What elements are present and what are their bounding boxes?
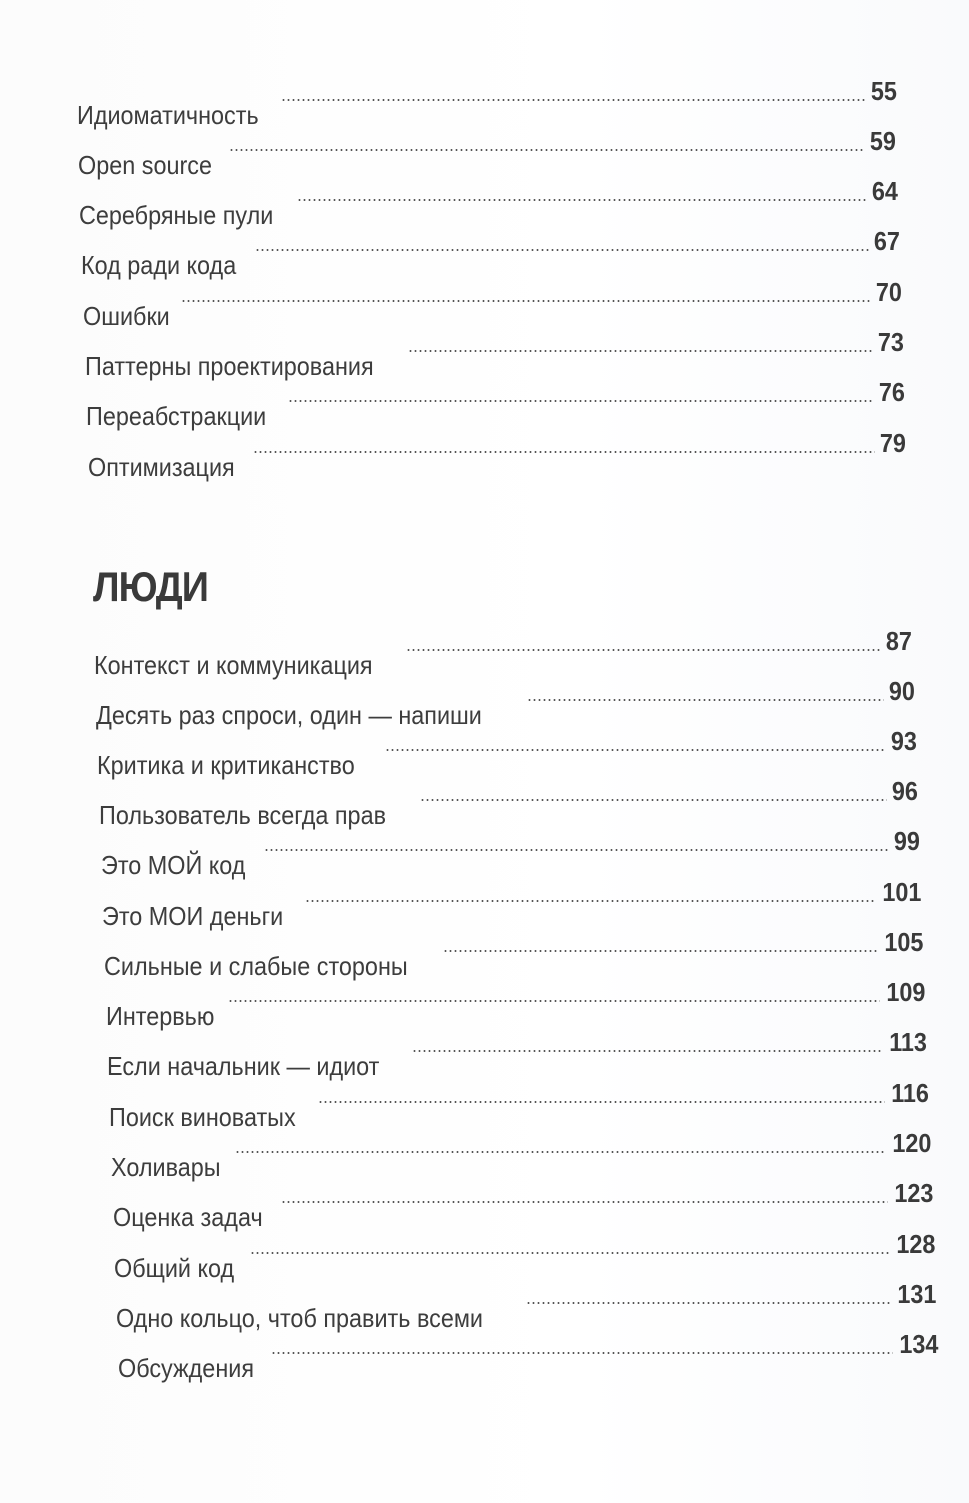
toc-entry-page: 131 bbox=[896, 1279, 936, 1309]
toc-entry-title: Холивары bbox=[111, 1152, 221, 1182]
toc-dot-leader bbox=[235, 1150, 886, 1154]
toc-entry-title: Оценка задач bbox=[113, 1202, 263, 1232]
toc-dot-leader bbox=[527, 698, 884, 702]
toc-entry bbox=[97, 722, 917, 780]
toc-entry-title: Open source bbox=[78, 150, 212, 180]
toc-entry-title: Сильные и слабые стороны bbox=[104, 951, 408, 981]
toc-entry-page: 64 bbox=[871, 176, 898, 206]
toc-entry bbox=[101, 822, 920, 880]
toc-entry bbox=[109, 1074, 929, 1132]
toc-entry-page: 70 bbox=[875, 277, 902, 307]
toc-dot-leader bbox=[443, 949, 877, 953]
toc-entry-title: Переабстракции bbox=[86, 401, 267, 431]
toc-entry-page: 128 bbox=[895, 1229, 935, 1259]
toc-entry-title: Если начальник — идиот bbox=[107, 1051, 380, 1081]
toc-dot-leader bbox=[181, 299, 871, 303]
toc-entry-title: Обсуждения bbox=[118, 1353, 254, 1383]
toc-dot-leader bbox=[288, 399, 874, 403]
toc-entry-title: Ошибки bbox=[83, 301, 170, 331]
toc-entry-title: Критика и критиканство bbox=[97, 750, 355, 780]
toc-entry-title: Интервью bbox=[106, 1001, 215, 1031]
toc-entry-page: 134 bbox=[898, 1329, 938, 1359]
toc-dot-leader bbox=[385, 748, 886, 752]
toc-entry-title: Код ради кода bbox=[81, 250, 237, 280]
toc-entry bbox=[94, 622, 912, 680]
toc-dot-leader bbox=[406, 648, 882, 652]
toc-entry-title: Идиоматичность bbox=[77, 100, 259, 130]
toc-entry bbox=[106, 973, 925, 1031]
toc-entry-page: 99 bbox=[893, 826, 920, 856]
toc-dot-leader bbox=[271, 1351, 893, 1355]
toc-dot-leader bbox=[408, 349, 873, 353]
toc-entry-title: Паттерны проектирования bbox=[85, 351, 374, 381]
toc-dot-leader bbox=[305, 899, 875, 903]
toc-entry-page: 116 bbox=[891, 1078, 929, 1108]
section-heading: ЛЮДИ bbox=[93, 563, 209, 610]
toc-entry-page: 90 bbox=[888, 676, 915, 706]
toc-entry bbox=[77, 72, 897, 130]
toc-entry bbox=[85, 323, 904, 381]
toc-dot-leader bbox=[281, 98, 866, 102]
toc-entry bbox=[102, 873, 921, 931]
toc-entry-page: 67 bbox=[873, 226, 900, 256]
toc-entry bbox=[83, 273, 902, 331]
toc-entry-page: 105 bbox=[883, 927, 923, 957]
toc-entry bbox=[86, 373, 905, 431]
toc-dot-leader bbox=[412, 1049, 883, 1053]
toc-entry-page: 120 bbox=[891, 1128, 931, 1158]
toc-entry-title: Серебряные пули bbox=[79, 200, 274, 230]
toc-entry-title: Одно кольцо, чтоб править всеми bbox=[116, 1303, 484, 1333]
toc-dot-leader bbox=[281, 1200, 887, 1204]
toc-dot-leader bbox=[250, 1251, 890, 1255]
toc-entry-title: Поиск виноватых bbox=[109, 1102, 296, 1132]
toc-entry bbox=[113, 1174, 933, 1232]
toc-entry bbox=[116, 1275, 936, 1333]
toc-entry-page: 123 bbox=[893, 1178, 933, 1208]
toc-entry-title: Это МОИ деньги bbox=[102, 901, 284, 931]
toc-entry bbox=[79, 172, 898, 230]
toc-entry-page: 96 bbox=[891, 776, 918, 806]
toc-entry-page: 113 bbox=[889, 1027, 927, 1057]
toc-entry-title: Общий код bbox=[114, 1253, 235, 1283]
toc-entry bbox=[78, 122, 896, 180]
toc-entry-title: Контекст и коммуникация bbox=[94, 650, 373, 680]
toc-entry-page: 87 bbox=[885, 626, 912, 656]
toc-dot-leader bbox=[420, 798, 887, 802]
toc-entry-page: 93 bbox=[890, 726, 917, 756]
toc-dot-leader bbox=[297, 198, 867, 202]
toc-entry-page: 59 bbox=[869, 126, 896, 156]
toc-entry-title: Десять раз спроси, один — напиши bbox=[96, 700, 482, 730]
toc-entry bbox=[118, 1325, 938, 1383]
toc-entry-page: 76 bbox=[878, 377, 905, 407]
toc-entry-page: 79 bbox=[879, 428, 906, 458]
toc-entry bbox=[88, 424, 906, 482]
toc-entry-title: Пользователь всегда прав bbox=[99, 800, 387, 830]
toc-entry-page: 101 bbox=[881, 877, 921, 907]
toc-dot-leader bbox=[318, 1100, 885, 1104]
toc-entry-page: 109 bbox=[885, 977, 925, 1007]
toc-entry-title: Это МОЙ код bbox=[101, 850, 246, 880]
toc-entry bbox=[96, 672, 915, 730]
toc-entry bbox=[81, 222, 900, 280]
toc-dot-leader bbox=[255, 248, 869, 252]
toc-entry bbox=[107, 1023, 927, 1081]
toc-dot-leader bbox=[264, 848, 890, 852]
toc-dot-leader bbox=[228, 999, 879, 1003]
toc-dot-leader bbox=[229, 148, 865, 152]
toc-entry-page: 55 bbox=[870, 76, 897, 106]
toc-entry bbox=[99, 772, 918, 830]
toc-entry bbox=[111, 1124, 931, 1182]
toc-entry bbox=[104, 923, 923, 981]
toc-dot-leader bbox=[253, 450, 875, 454]
toc-entry-title: Оптимизация bbox=[88, 452, 235, 482]
toc-entry-page: 73 bbox=[877, 327, 904, 357]
toc-dot-leader bbox=[526, 1301, 891, 1305]
toc-entry bbox=[114, 1225, 935, 1283]
